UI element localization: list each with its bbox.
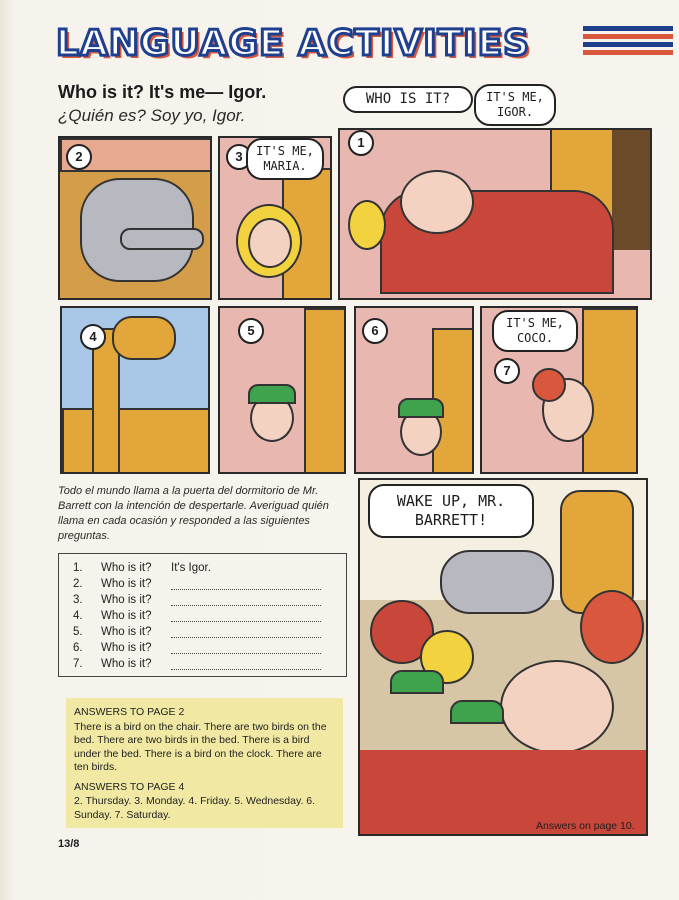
answer-field[interactable] bbox=[171, 611, 321, 622]
page-number: 13/8 bbox=[58, 838, 80, 850]
answer-field[interactable] bbox=[171, 659, 321, 670]
bubble-text: IT'S ME, COCO. bbox=[506, 316, 564, 345]
question-row bbox=[73, 594, 333, 610]
answer-field[interactable] bbox=[171, 595, 321, 606]
answers-box bbox=[66, 698, 343, 828]
answer-field[interactable] bbox=[171, 643, 321, 654]
bubble-text: IT'S ME, MARIA. bbox=[256, 144, 314, 173]
panel-number-5: 5 bbox=[238, 318, 264, 344]
bubble-text: WHO IS IT? bbox=[365, 91, 451, 107]
answer-field[interactable]: It's Igor. bbox=[171, 562, 211, 574]
page-title: LANGUAGE ACTIVITIES bbox=[56, 23, 531, 64]
question-text: Who is it? bbox=[101, 594, 152, 606]
question-number: 1. bbox=[73, 562, 83, 574]
answer-field[interactable] bbox=[171, 579, 321, 590]
answers-body-page-4: 2. Thursday. 3. Monday. 4. Friday. 5. Wednesday. 6. Sunday. 7. Saturday. bbox=[74, 795, 316, 821]
panel-number-3: 3 bbox=[226, 144, 252, 170]
question-number: 2. bbox=[73, 578, 83, 590]
answers-body-page-2: There is a bird on the chair. There are two birds on the bed. There are two birds in the bed. There is a bird under the bed. There is a bird on the clock. There are ten birds. bbox=[74, 720, 327, 773]
speech-bubble-who bbox=[343, 86, 473, 113]
questions-box bbox=[58, 553, 347, 677]
panel-number-1: 1 bbox=[348, 130, 374, 156]
question-row bbox=[73, 578, 333, 594]
question-text: Who is it? bbox=[101, 610, 152, 622]
question-row bbox=[73, 610, 333, 626]
question-number: 3. bbox=[73, 594, 83, 606]
question-row bbox=[73, 562, 333, 578]
question-text: Who is it? bbox=[101, 578, 152, 590]
answers-heading-page-4: ANSWERS TO PAGE 4 bbox=[74, 780, 185, 793]
question-number: 5. bbox=[73, 626, 83, 638]
question-number: 7. bbox=[73, 658, 83, 670]
comic-panel-6 bbox=[354, 306, 474, 474]
answers-reference: Answers on page 10. bbox=[536, 820, 635, 832]
question-row bbox=[73, 658, 333, 674]
speech-bubble-wake-up bbox=[368, 484, 534, 538]
answers-heading-page-2: ANSWERS TO PAGE 2 bbox=[74, 706, 185, 718]
title-banner bbox=[56, 20, 576, 68]
comic-panel-4 bbox=[60, 306, 210, 474]
comic-panel-2 bbox=[58, 136, 212, 300]
bubble-text: IT'S ME, IGOR. bbox=[486, 90, 544, 119]
answer-field[interactable] bbox=[171, 627, 321, 638]
question-row bbox=[73, 642, 333, 658]
instructions-text: Todo el mundo llama a la puerta del dormitorio de Mr. Barrett con la intención de despertarle. Averiguad quién llama en cada ocasión y responded a las siguientes preguntas. bbox=[58, 485, 329, 542]
speech-bubble-coco bbox=[492, 310, 578, 352]
question-text: Who is it? bbox=[101, 562, 152, 574]
subtitle-spanish: ¿Quién es? Soy yo, Igor. bbox=[58, 106, 246, 125]
comic-panel-5 bbox=[218, 306, 346, 474]
bubble-text: WAKE UP, MR. BARRETT! bbox=[396, 492, 506, 529]
question-text: Who is it? bbox=[101, 626, 152, 638]
speech-bubble-igor bbox=[474, 84, 556, 126]
title-stripes bbox=[583, 26, 673, 64]
question-number: 6. bbox=[73, 642, 83, 654]
question-text: Who is it? bbox=[101, 642, 152, 654]
question-text: Who is it? bbox=[101, 658, 152, 670]
question-number: 4. bbox=[73, 610, 83, 622]
panel-number-7: 7 bbox=[494, 358, 520, 384]
panel-number-6: 6 bbox=[362, 318, 388, 344]
speech-bubble-maria bbox=[246, 138, 324, 180]
panel-number-4: 4 bbox=[80, 324, 106, 350]
subtitle-english: Who is it? It's me— Igor. bbox=[58, 82, 267, 102]
question-row bbox=[73, 626, 333, 642]
comic-panel-1 bbox=[338, 128, 652, 300]
panel-number-2: 2 bbox=[66, 144, 92, 170]
